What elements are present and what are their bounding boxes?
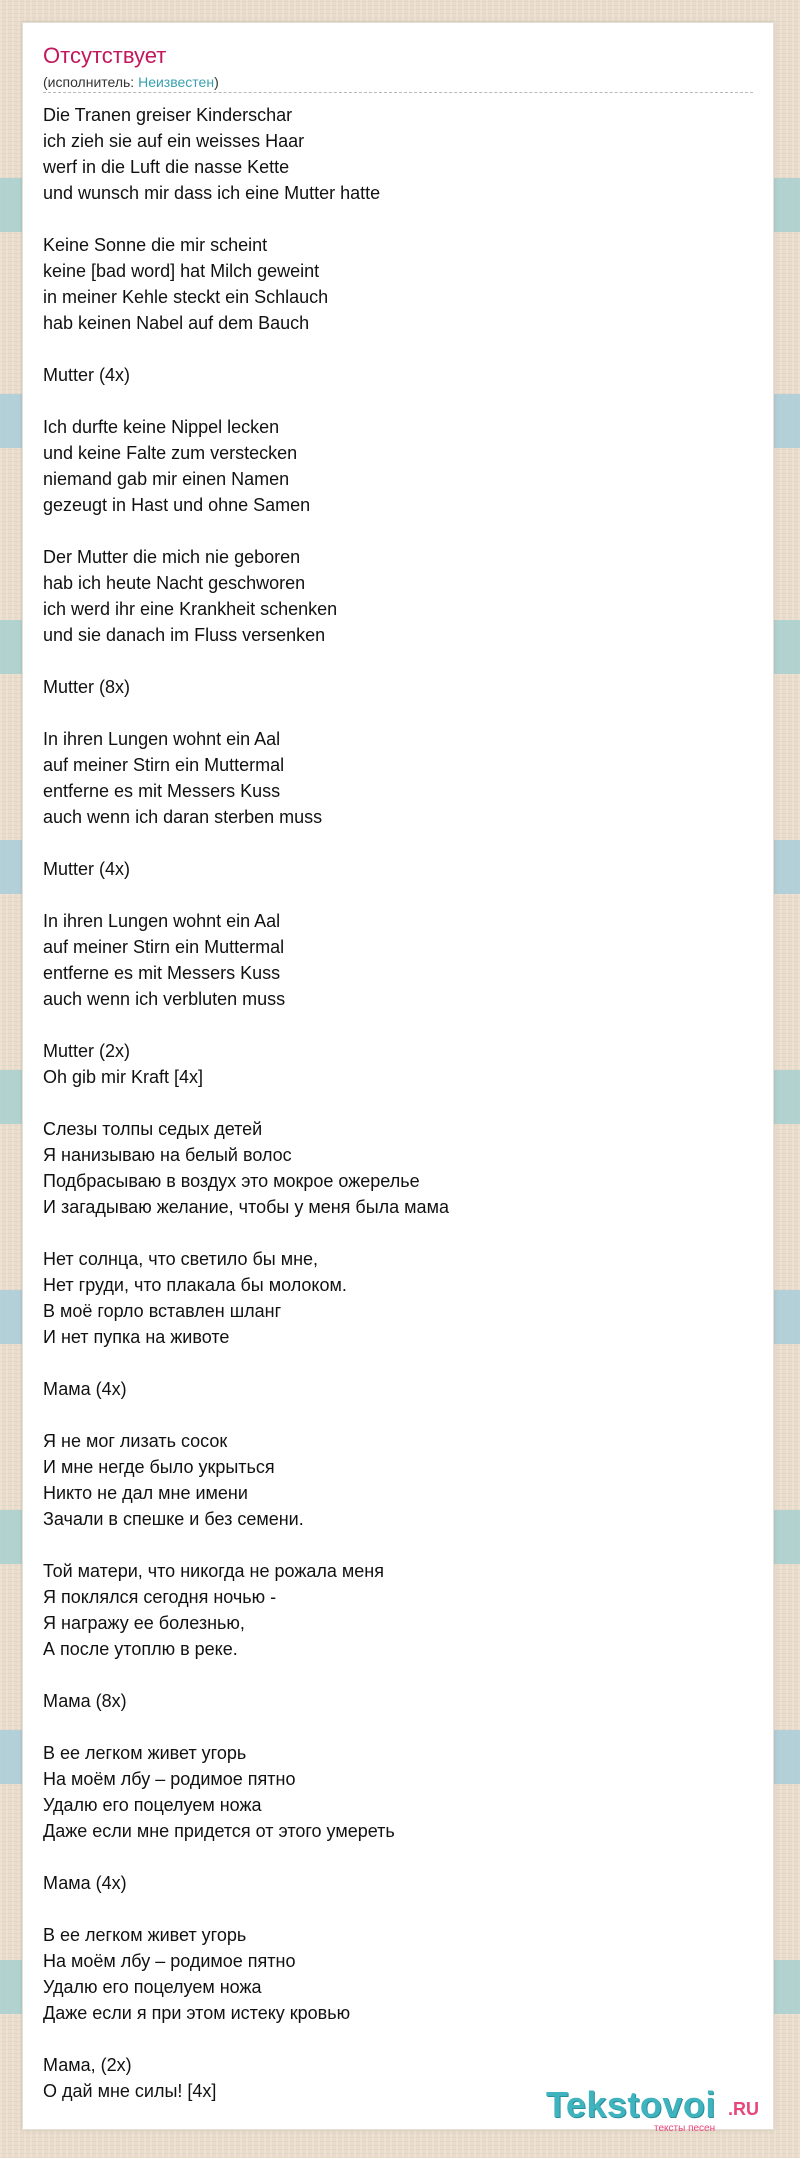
artist-line — [43, 73, 219, 91]
stanza-break — [43, 206, 743, 232]
lyric-line: Мама (4x) — [43, 1379, 127, 1399]
lyric-line: Мама (4x) — [43, 1873, 127, 1893]
lyric-line: ich zieh sie auf ein weisses Haar — [43, 131, 305, 151]
lyric-line: Слезы толпы седых детей — [43, 1119, 263, 1139]
lyric-line: В ее легком живет угорь — [43, 1925, 247, 1945]
artist-link[interactable]: Неизвестен — [138, 74, 215, 90]
stanza-break — [43, 882, 743, 908]
lyric-line: keine [bad word] hat Milch geweint — [43, 261, 320, 281]
stanza-break — [43, 388, 743, 414]
lyric-line: Даже если мне придется от этого умереть — [43, 1821, 395, 1841]
lyric-line: Mutter (8x) — [43, 677, 131, 697]
stanza-break — [43, 2026, 743, 2052]
lyric-line: Мама, (2x) — [43, 2055, 132, 2075]
stanza-break — [43, 830, 743, 856]
lyrics-card — [22, 22, 774, 2130]
lyric-line: Mutter (4x) — [43, 859, 131, 879]
lyric-line: Keine Sonne die mir scheint — [43, 235, 268, 255]
lyric-line: hab ich heute Nacht geschworen — [43, 573, 306, 593]
lyric-line: Зачали в спешке и без семени. — [43, 1509, 304, 1529]
lyric-line: gezeugt in Hast und ohne Samen — [43, 495, 311, 515]
lyric-line: Никто не дал мне имени — [43, 1483, 248, 1503]
stanza-break — [43, 1090, 743, 1116]
lyric-line: In ihren Lungen wohnt ein Aal — [43, 729, 281, 749]
lyric-line: Я поклялся сегодня ночью - — [43, 1587, 277, 1607]
logo-tld: .RU — [728, 2099, 759, 2119]
stanza-break — [43, 1532, 743, 1558]
lyric-line: Подбрасываю в воздух это мокрое ожерелье — [43, 1171, 420, 1191]
stanza-break — [43, 1662, 743, 1688]
lyric-line: niemand gab mir einen Namen — [43, 469, 290, 489]
lyric-line: und sie danach im Fluss versenken — [43, 625, 326, 645]
lyric-line: in meiner Kehle steckt ein Schlauch — [43, 287, 329, 307]
stanza-break — [43, 518, 743, 544]
artist-prefix: (исполнитель: — [43, 74, 139, 90]
lyric-line: Der Mutter die mich nie geboren — [43, 547, 301, 567]
lyric-line: Мама (8x) — [43, 1691, 127, 1711]
stanza-break — [43, 648, 743, 674]
stanza-break — [43, 336, 743, 362]
lyric-line: Нет груди, что плакала бы молоком. — [43, 1275, 347, 1295]
stanza-break — [43, 1012, 743, 1038]
lyric-line: О дай мне силы! [4x] — [43, 2081, 217, 2101]
lyric-line: Mutter (4x) — [43, 365, 131, 385]
lyric-line: Oh gib mir Kraft [4x] — [43, 1067, 204, 1087]
stanza-break — [43, 1402, 743, 1428]
lyric-line: И загадываю желание, чтобы у меня была мама — [43, 1197, 449, 1217]
lyric-line: auch wenn ich daran sterben muss — [43, 807, 323, 827]
stanza-break — [43, 1714, 743, 1740]
lyric-line: hab keinen Nabel auf dem Bauch — [43, 313, 310, 333]
artist-suffix: ) — [214, 74, 219, 90]
lyric-line: Ich durfte keine Nippel lecken — [43, 417, 280, 437]
logo-name: Tekstovoi — [546, 2084, 716, 2125]
lyric-line: На моём лбу – родимое пятно — [43, 1951, 296, 1971]
lyric-line: Mutter (2x) — [43, 1041, 131, 1061]
lyric-line: auf meiner Stirn ein Muttermal — [43, 755, 285, 775]
lyric-line: На моём лбу – родимое пятно — [43, 1769, 296, 1789]
lyric-line: ich werd ihr eine Krankheit schenken — [43, 599, 338, 619]
lyric-line: Удалю его поцелуем ножа — [43, 1795, 262, 1815]
site-logo[interactable] — [546, 2085, 776, 2135]
lyrics-text — [43, 102, 743, 2104]
lyric-line: Той матери, что никогда не рожала меня — [43, 1561, 384, 1581]
lyric-line: Я награжу ее болезнью, — [43, 1613, 245, 1633]
lyric-line: Я нанизываю на белый волос — [43, 1145, 292, 1165]
lyric-line: auch wenn ich verbluten muss — [43, 989, 286, 1009]
stanza-break — [43, 1220, 743, 1246]
lyric-line: Die Tranen greiser Kinderschar — [43, 105, 293, 125]
logo-tagline: тексты песен — [654, 2123, 716, 2134]
stanza-break — [43, 1844, 743, 1870]
lyric-line: In ihren Lungen wohnt ein Aal — [43, 911, 281, 931]
stanza-break — [43, 1896, 743, 1922]
lyric-line: И нет пупка на животе — [43, 1327, 230, 1347]
lyric-line: auf meiner Stirn ein Muttermal — [43, 937, 285, 957]
lyric-line: und keine Falte zum verstecken — [43, 443, 298, 463]
lyric-line: und wunsch mir dass ich eine Mutter hatte — [43, 183, 381, 203]
lyric-line: entferne es mit Messers Kuss — [43, 781, 281, 801]
title-divider — [43, 92, 753, 93]
lyric-line: И мне негде было укрыться — [43, 1457, 275, 1477]
lyric-line: Удалю его поцелуем ножа — [43, 1977, 262, 1997]
lyric-line: werf in die Luft die nasse Kette — [43, 157, 290, 177]
lyric-line: Я не мог лизать сосок — [43, 1431, 228, 1451]
stanza-break — [43, 1350, 743, 1376]
lyric-line: Нет солнца, что светило бы мне, — [43, 1249, 319, 1269]
song-title: Отсутствует — [43, 43, 167, 68]
lyric-line: В моё горло вставлен шланг — [43, 1301, 282, 1321]
lyric-line: В ее легком живет угорь — [43, 1743, 247, 1763]
lyric-line: Даже если я при этом истеку кровью — [43, 2003, 351, 2023]
stanza-break — [43, 700, 743, 726]
lyric-line: entferne es mit Messers Kuss — [43, 963, 281, 983]
lyric-line: А после утоплю в реке. — [43, 1639, 238, 1659]
